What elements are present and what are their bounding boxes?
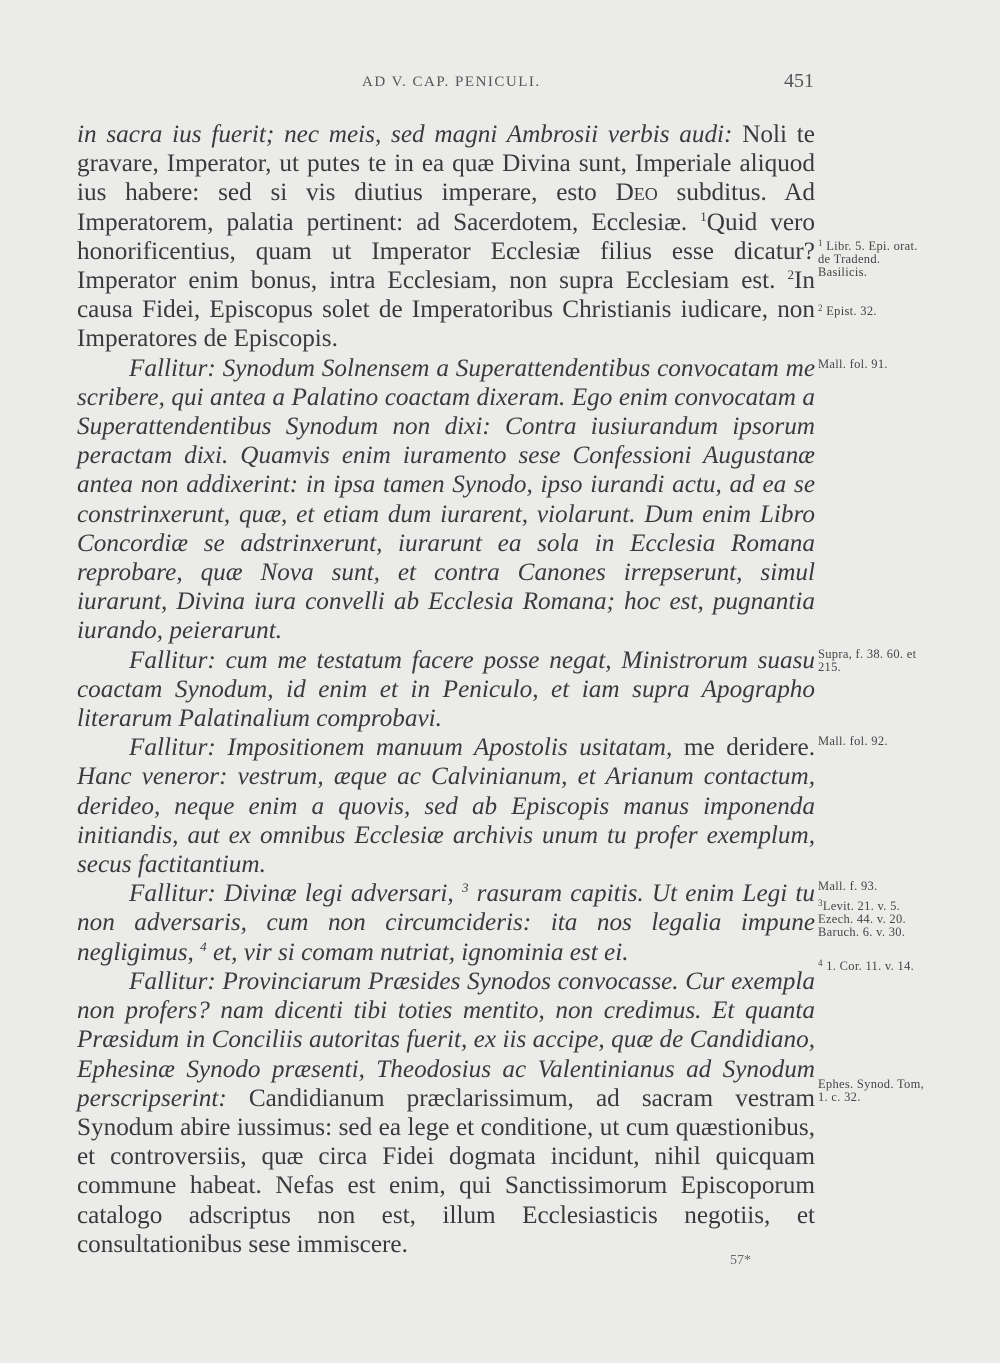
footnote-marker: 3 xyxy=(461,880,469,896)
sidenote-mall-92: Mall. fol. 92. xyxy=(818,734,888,748)
paragraph-3: Fallitur: cum me testatum facere posse negat, Ministrorum suasu coactam Synodum, id enim et in Peniculo, et iam supra Apographo literarum Palatinalium comprobavi. xyxy=(77,646,815,733)
italic-segment: et, vir si comam nutriat, ignominia est ei. xyxy=(206,938,629,966)
sidenote-marker: 1 xyxy=(818,238,823,248)
paragraph-1 xyxy=(77,120,815,354)
footnote-marker: 2 xyxy=(787,267,795,283)
paragraph-6 xyxy=(77,967,815,1259)
quote-segment: Noli te gravare, Imperator, ut putes te in ea quæ Divina sunt, Imperiale aliquod ius habere: sed si vis diutius imperare, esto xyxy=(77,121,815,207)
footnote-marker: 1 xyxy=(700,208,707,224)
sidenote-text: 1. Cor. 11. v. 14. xyxy=(822,959,915,973)
quote-segment: subditus. Ad Imperatorem, palatia pertinent: ad Sacerdotem, Ecclesiæ. xyxy=(77,179,815,236)
page-number: 451 xyxy=(784,70,814,92)
sidenote-libr xyxy=(818,240,928,279)
main-text xyxy=(77,120,815,1259)
signature-mark: 57* xyxy=(730,1253,751,1268)
sidenote-marker: 2 xyxy=(818,303,823,313)
small-caps-deo: Deo xyxy=(615,179,658,207)
quote-segment: In causa Fidei, Episcopus solet de Imperatoribus Christianis iudicare, non Imperatores de Episcopis. xyxy=(77,267,815,353)
sidenote-ephes: Ephes. Synod. Tom, 1. c. 32. xyxy=(818,1077,925,1104)
roman-segment: me deridere. xyxy=(672,734,815,762)
italic-segment: rasuram capitis. Ut enim Legi tu non adversaris, cum non circumcideris: ita nos legalia impune negligimus, xyxy=(77,880,816,966)
sidenote-text: Levit. 21. v. 5. Ezech. 44. v. 20. Baruch. 6. v. 30. xyxy=(818,899,906,939)
paragraph-5 xyxy=(77,879,815,967)
italic-segment: Fallitur: Provinciarum Præsides Synodos convocasse. Cur exempla non profers? nam dicenti tibi toties mentito, non credimus. Et quanta Præsidum in Conciliis autoritas fuerit, ex iis accipe, quæ de Candidiano, Ephesinæ Synodo præsenti, Theodosius ac Valentinianus ad Synodum perscripserint: xyxy=(77,967,815,1112)
roman-segment: Candidianum præclarissimum, ad sacram vestram Synodum abire iussimus: sed ea lege et conditione, ut cum quæstionibus, et controversiis, quæ circa Fidei dogmata incidunt, nihil quicquam commune habeat. Nefas est enim, qui Sanctissimorum Episcoporum catalogo adscriptus non est, illum Ecclesiasticis negotiis, et consultationibus sese immiscere. xyxy=(77,1084,815,1258)
paragraph-2: Fallitur: Synodum Solnensem a Superattendentibus convocatam me scribere, qui antea a Palatino coactam dixeram. Ego enim convocatam a Superattendentibus Synodum non dixi: Contra iusiurandum ipsorum peractam dixi. Quamvis enim iuramento sese Confessioni Augustanæ antea non addixerint: in ipsa tamen Synodo, ipso iurandi actu, ad ea se constrinxerunt, quæ, et etiam dum iurarent, violarunt. Dum enim Libro Concordiæ se adstrinxerunt, iurarunt ea sola in Ecclesia Romana reprobare, quæ Nova sunt, et contra Canones irrepserunt, simul iurarunt, Divina iura convelli ab Ecclesia Romana; hoc est, pugnantia iurando, peierarunt. xyxy=(77,354,815,645)
sidenote-marker: 4 xyxy=(818,958,823,968)
footnote-marker: 4 xyxy=(200,938,207,954)
italic-segment: Fallitur: Divinæ legi adversari, xyxy=(129,880,462,908)
sidenote-supra: Supra, f. 38. 60. et 215. xyxy=(818,647,917,674)
italic-segment: Fallitur: Impositionem manuum Apostolis usitatam, xyxy=(129,734,673,762)
page-header xyxy=(0,70,1000,100)
italic-segment: in sacra ius fuerit; nec meis, sed magni Ambrosii verbis audi: xyxy=(77,121,733,148)
paragraph-4 xyxy=(77,733,815,879)
sidenote-text: Epist. 32. xyxy=(822,304,877,318)
quote-segment: Quid vero honorificentius, quam ut Imperator Ecclesiæ filius esse dicatur? Imperator enim bonus, intra Ecclesiam, non supra Ecclesiam est. xyxy=(77,208,815,295)
italic-segment: Hanc veneror: vestrum, æque ac Calvinianum, et Arianum contactum, derideo, neque enim a quovis, sed ab Episcopis manus imponenda initiandis, aut ex omnibus Ecclesiæ archivis unum tu profer exemplum, secus factitantium. xyxy=(77,763,815,879)
sidenote-marker: 3 xyxy=(818,898,823,908)
sidenote-mall-93: Mall. f. 93. xyxy=(818,879,878,893)
sidenote-epist xyxy=(818,305,928,318)
sidenote-text: Libr. 5. Epi. orat. de Tradend. Basilicis. xyxy=(818,239,918,279)
running-head: AD V. CAP. PENICULI. xyxy=(362,74,541,90)
sidenote-cor xyxy=(818,960,928,973)
sidenote-levit xyxy=(818,900,928,939)
sidenote-mall-91: Mall. fol. 91. xyxy=(818,357,888,371)
